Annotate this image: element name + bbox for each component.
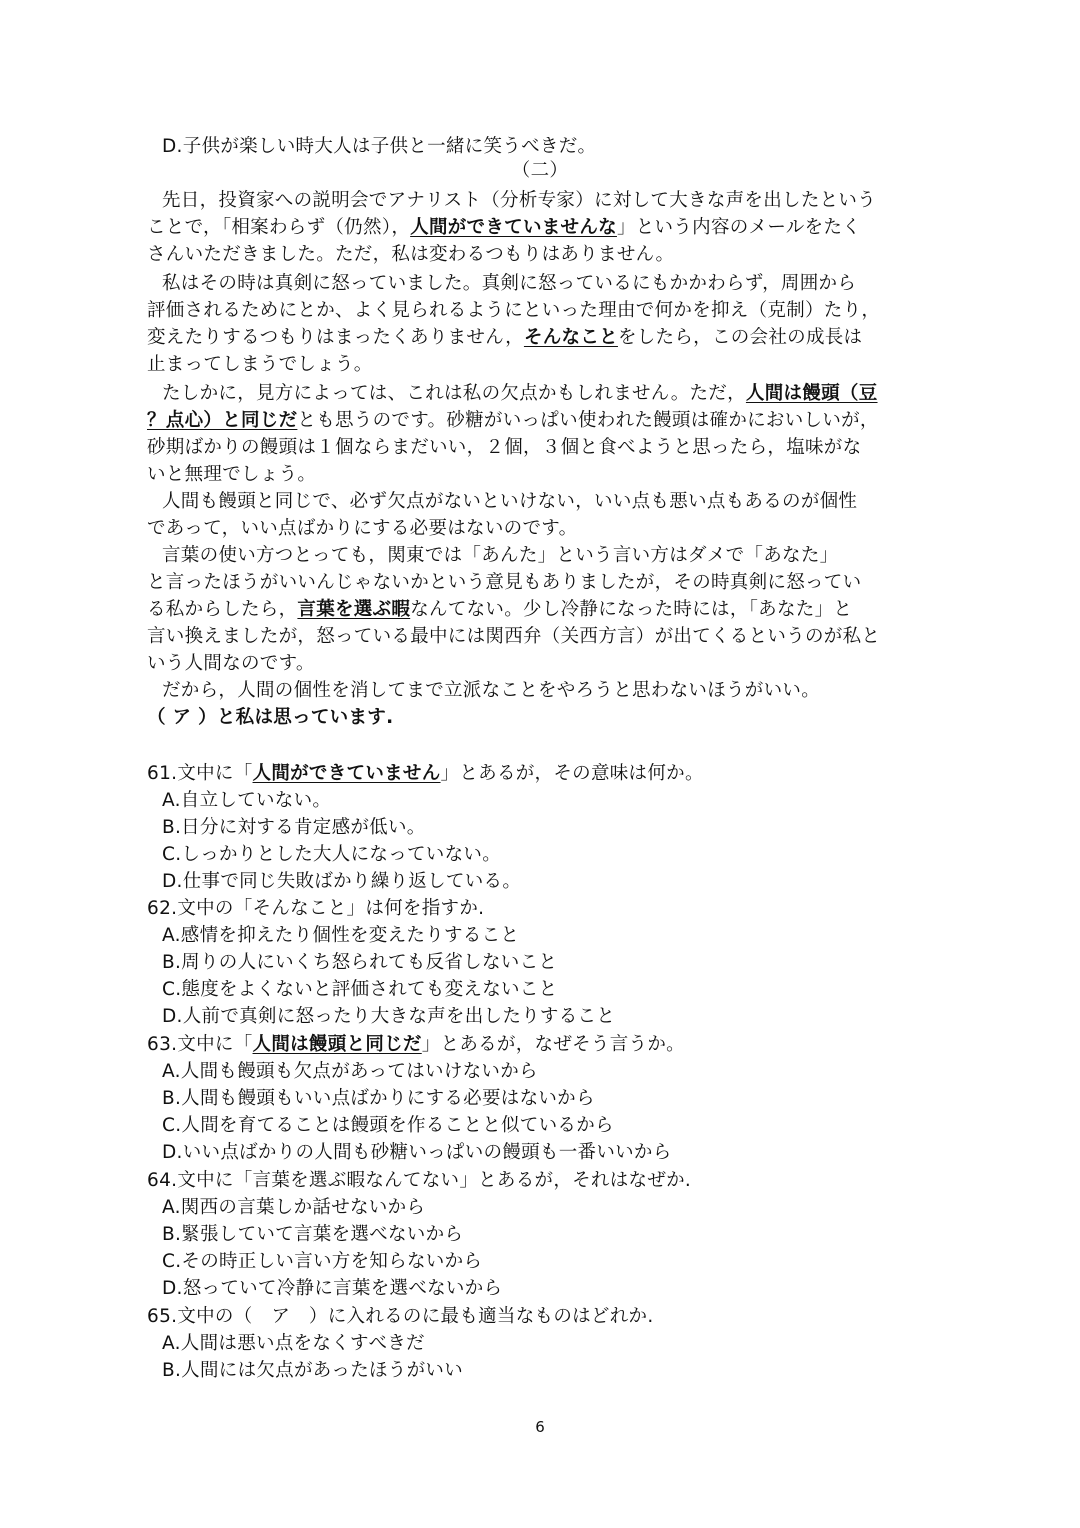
passage-line: と言ったほうがいいんじゃないかという意見もありましたが，その時真剣に怒ってい [147,572,862,593]
question-stem [147,1031,685,1058]
stem-text: 」とあるが，その意味は何か。 [440,763,704,784]
stem-text: 63.文中に「 [147,1034,253,1055]
passage-text: とも思うのです。砂糖がいっぱい使われた饅頭は確かにおいしいが， [297,410,879,431]
passage-line: 言葉の使い方つとっても，関東では「あんた」という言い方はダメで「あなた」 [162,545,839,566]
passage-line [147,324,862,351]
option-b[interactable]: B.周りの人にいくち怒られても反省しないこと [162,952,558,973]
option-a[interactable]: A.自立していない。 [162,790,332,811]
passage-line [147,214,861,241]
stem-text: 61.文中に「 [147,763,253,784]
stem-text: 」とあるが，なぜそう言うか。 [421,1034,685,1055]
passage-text: ことで，「相案わらず（仍然）， [147,217,411,238]
passage-line [147,596,852,623]
passage-text: 」という内容のメールをたく [616,217,861,238]
underlined-phrase: 言葉を選ぶ暇 [297,599,411,620]
section-title: （二） [511,160,569,181]
question-stem: 62.文中の「そんなこと」は何を指すか. [147,898,485,919]
option-a[interactable]: A.人間も饅頭も欠点があってはいけないから [162,1061,538,1082]
passage-text: 変えたりするつもりはまったくありません， [147,327,524,348]
passage-line: 先日，投資家への説明会でアナリスト（分析专家）に対して大きな声を出したという [162,190,877,211]
option-b[interactable]: B.緊張していて言葉を選べないから [162,1224,464,1245]
underlined-phrase: そんなこと [523,327,618,348]
passage-line: だから，人間の個性を消してまで立派なことをやろうと思わないほうがいい。 [162,680,821,701]
question-stem [147,760,704,787]
option-c[interactable]: C.しっかりとした大人になっていない。 [162,844,501,865]
option-a[interactable]: A.関西の言葉しか話せないから [162,1197,426,1218]
option-b[interactable]: B.人間には欠点があったほうがいい [162,1360,463,1381]
page-number: 6 [535,1418,545,1436]
passage-line: 言い換えましたが，怒っている最中には関西弁（关西方言）が出てくるというのが私と [147,626,881,647]
option-b[interactable]: B.人間も饅頭もいい点ばかりにする必要はないから [162,1088,595,1109]
option-c[interactable]: C.その時正しい言い方を知らないから [162,1251,483,1272]
passage-line: （ ア ）と私は思っています. [147,707,394,728]
passage-line: 人間も饅頭と同じで、必ず欠点がないといけない，いい点も悪い点もあるのが個性 [162,491,858,512]
passage-text: なんてない。少し冷静になった時には，「あなた」と [410,599,853,620]
underlined-phrase: 人間は饅頭（豆 [745,383,878,404]
underlined-phrase: 人間ができていません [252,763,441,784]
option-d[interactable]: D.仕事で同じ失敗ばかり繰り返している。 [162,871,522,892]
passage-line: 砂期ばかりの饅頭は１個ならまだいい，２個，３個と食べようと思ったら，塩味がな [147,437,862,458]
underlined-phrase: ？点心）と同じだ [147,410,298,431]
passage-text: をしたら，この会社の成長は [617,327,863,348]
option-b[interactable]: B.日分に対する肯定感が低い。 [162,817,426,838]
passage-line: 私はその時は真剣に怒っていました。真剣に怒っているにもかかわらず，周囲から [162,273,857,294]
passage-line: 止まってしまうでしょう。 [147,354,373,375]
option-c[interactable]: C.人間を育てることは饅頭を作ることと似ているから [162,1115,614,1136]
question-stem: 65.文中の（ ア ）に入れるのに最も適当なものはどれか. [147,1306,654,1327]
passage-line: いう人間なのです。 [147,653,315,674]
option-a[interactable]: A.人間は悪い点をなくすべきだ [162,1333,425,1354]
option-c[interactable]: C.態度をよくないと評価されても変えないこと [162,979,558,1000]
passage-line [162,380,878,407]
passage-text: たしかに，見方によっては、これは私の欠点かもしれません。ただ， [162,383,746,404]
passage-text: る私からしたら， [147,599,298,620]
underlined-phrase: 人間は饅頭と同じだ [252,1034,422,1055]
option-a[interactable]: A.感情を抑えたり個性を変えたりすること [162,925,520,946]
passage-line: いと無理でしょう。 [147,464,317,485]
passage-line: 評価されるためにとか、よく見られるようにといった理由で何かを抑え（克制）たり， [147,300,881,321]
option-d[interactable]: D.いい点ばかりの人間も砂糖いっぱいの饅頭も一番いいから [162,1142,672,1163]
option-d[interactable]: D.人前で真剣に怒ったり大きな声を出したりすること [162,1006,616,1027]
passage-line [147,407,879,434]
previous-option-d: D.子供が楽しい時大人は子供と一緒に笑うべきだ。 [162,136,597,157]
underlined-phrase: 人間ができていませんな [410,217,617,238]
passage-line: さんいただきました。ただ，私は変わるつもりはありません。 [147,244,675,265]
passage-line: であって，いい点ばかりにする必要はないのです。 [147,518,578,539]
question-stem: 64.文中に「言葉を選ぶ暇なんてない」とあるが，それはなぜか. [147,1170,692,1191]
option-d[interactable]: D.怒っていて冷静に言葉を選べないから [162,1278,503,1299]
